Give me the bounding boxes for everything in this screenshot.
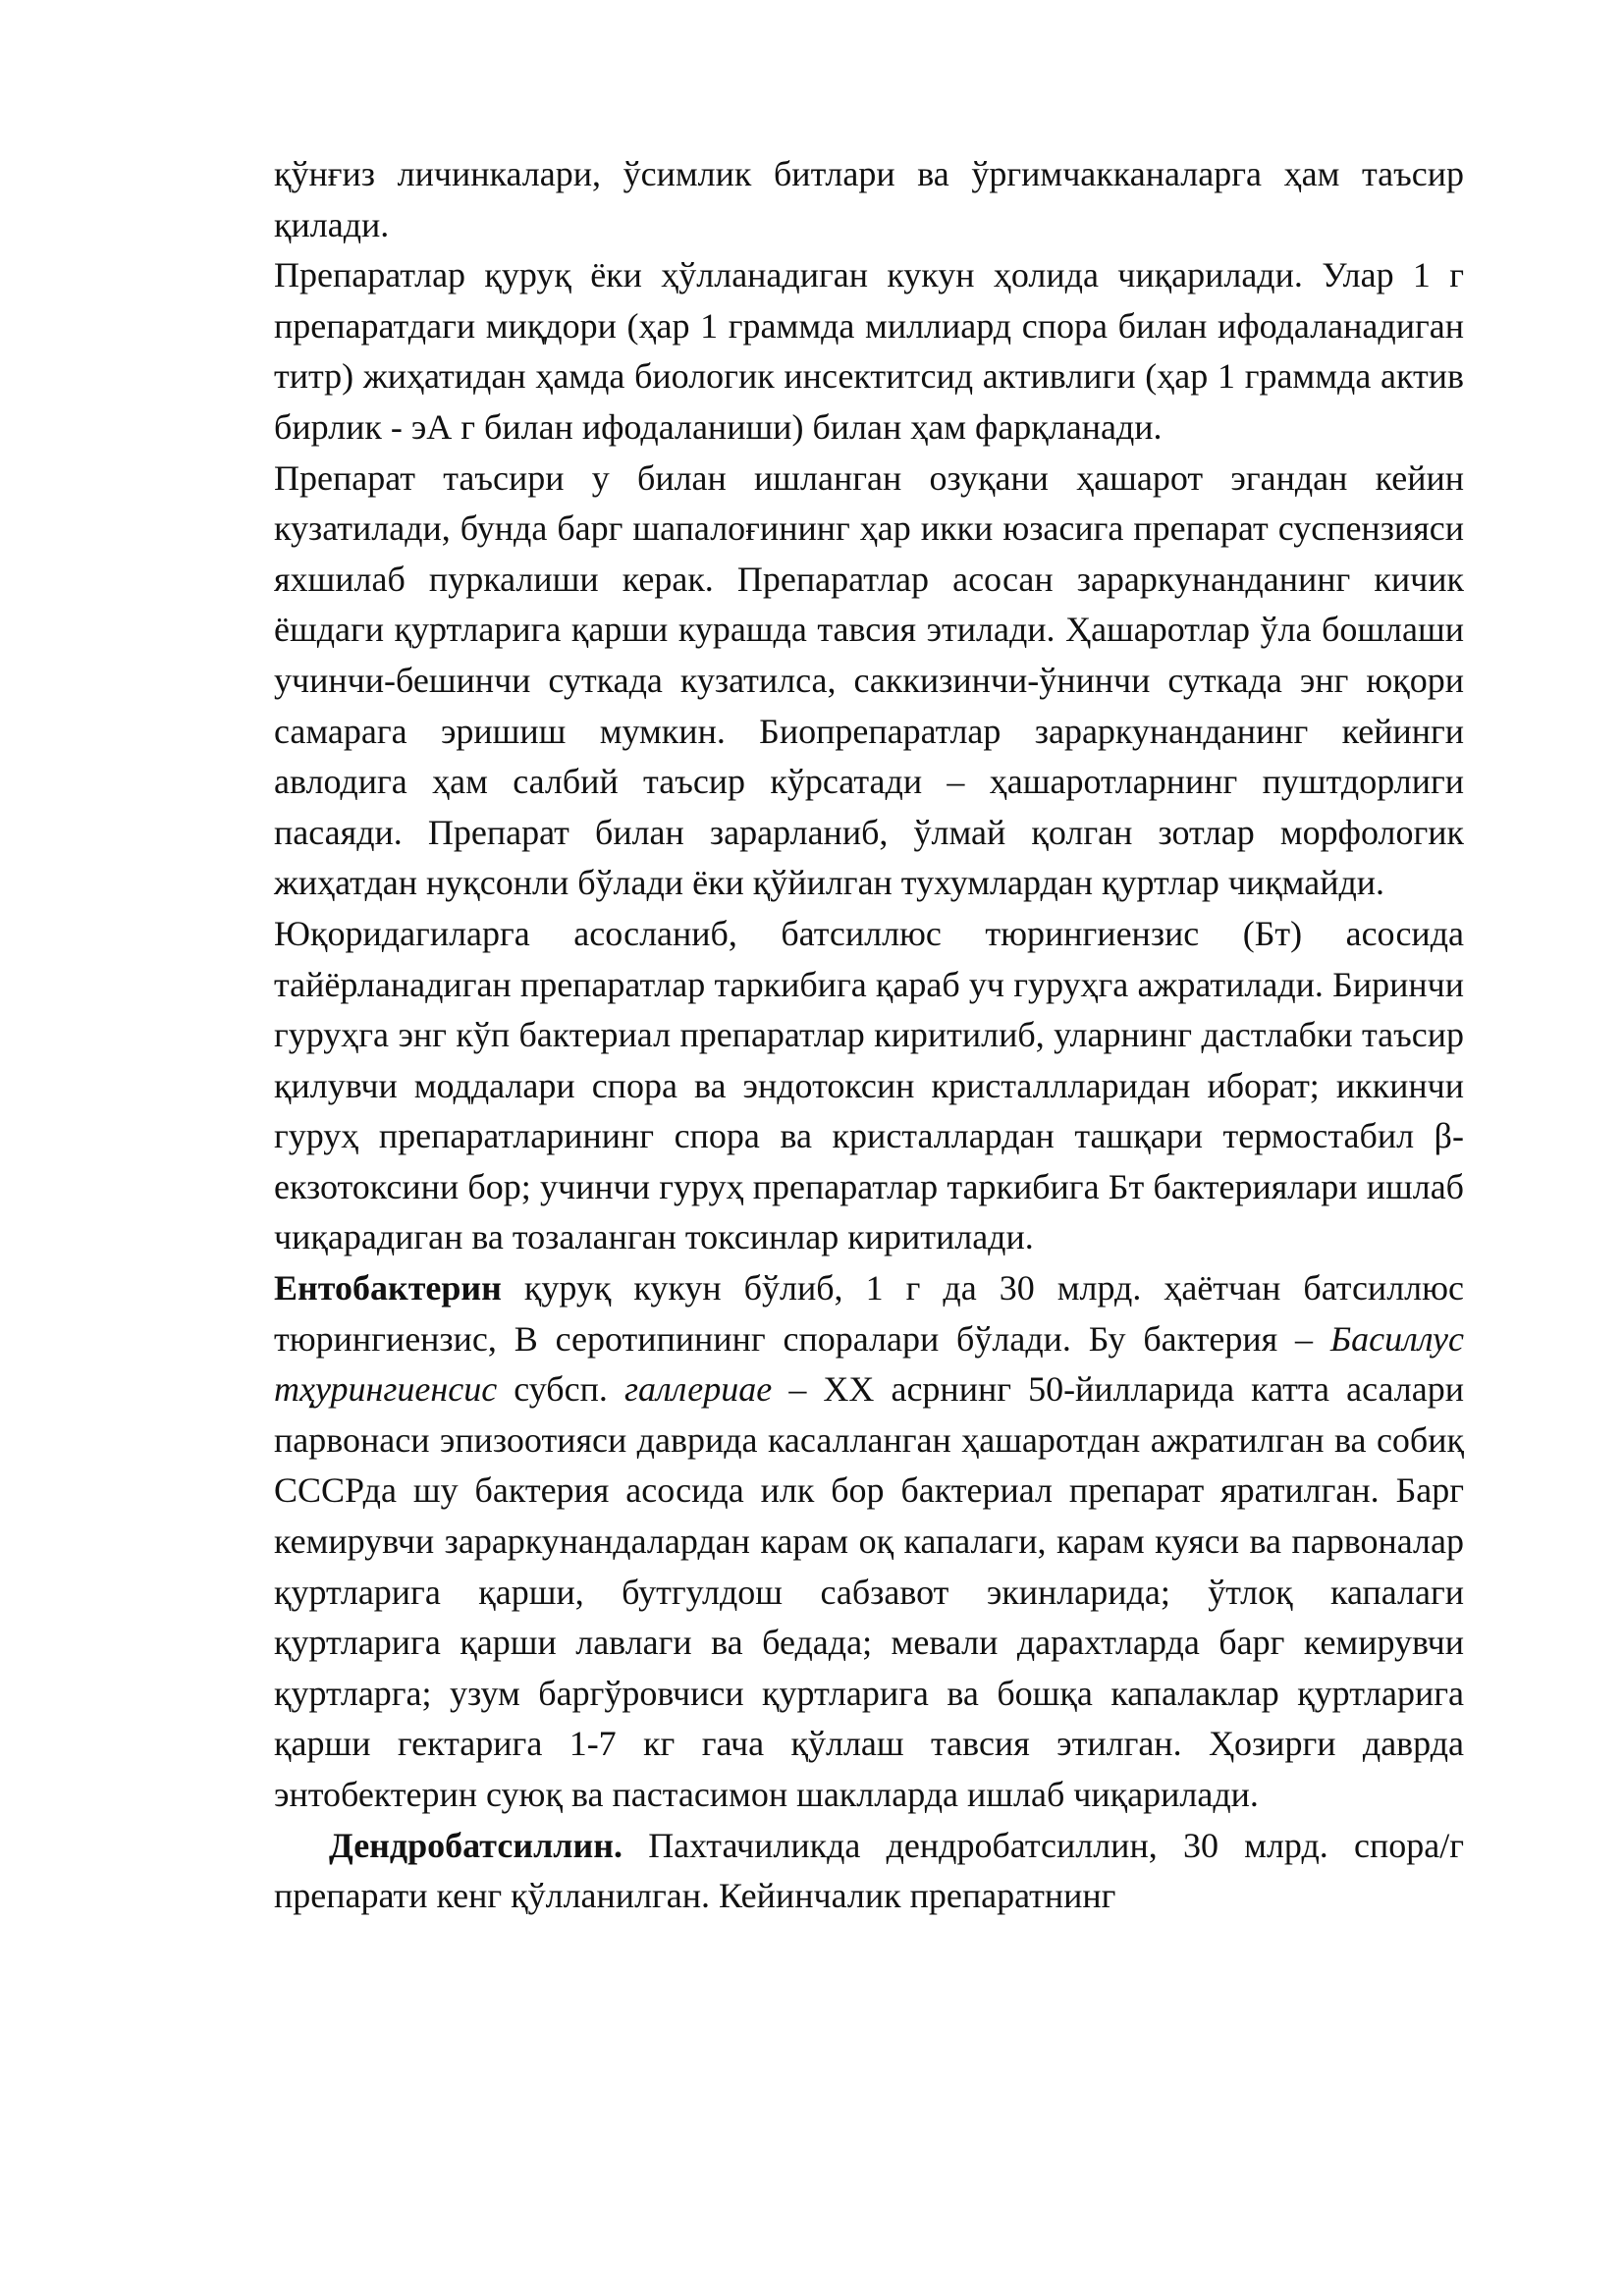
- paragraph-5-text-a: қуруқ кукун бўлиб, 1 г да 30 млрд. ҳаётчан батсиллюс тюрингиензис, В серотипининг споралари бўлади. Бу бактерия –: [274, 1268, 1464, 1359]
- paragraph-5-text-b: субсп.: [497, 1369, 624, 1410]
- subspecies-name: галлериае: [623, 1369, 773, 1410]
- paragraph-2-text: Препаратлар қуруқ ёки ҳўлланадиган кукун ҳолида чиқарилади. Улар 1 г препаратдаги миқдори (ҳар 1 граммда миллиард спора билан ифодаланадиган титр) жиҳатидан ҳамда биологик инсектитсид активлиги (ҳар 1 граммда актив бирлик - эА г билан ифодаланиши) билан ҳам фарқланади.: [274, 255, 1464, 447]
- term-dendrobatsillin: Дендробатсиллин.: [329, 1825, 623, 1865]
- paragraph-dendrobatsillin: [274, 1821, 1464, 1922]
- paragraph-1: [274, 149, 1464, 250]
- paragraph-5-text-c: – XX асрнинг 50-йилларида катта асалари парвонаси эпизоотияси даврида касалланган ҳашаротдан ажратилган ва собиқ СССРда шу бактерия асосида илк бор бактериал препарат яратилган. Барг кемирувчи зараркунандалардан карам оқ капалаги, карам куяси ва парвоналар қуртларига қарши, бутгулдош сабзавот экинларида; ўтлоқ капалаги қуртларига қарши лавлаги ва бедада; мевали дарахтларда барг кемирувчи қуртларга; узум баргўровчиси қуртларига ва бошқа капалаклар қуртларига қарши гектарига 1-7 кг гача қўллаш тавсия этилган. Ҳозирги даврда энтобектерин суюқ ва пастасимон шаклларда ишлаб чиқарилади.: [274, 1369, 1464, 1814]
- paragraph-3-text: Препарат таъсири у билан ишланган озуқани ҳашарот эгандан кейин кузатилади, бунда барг шапалоғининг ҳар икки юзасига препарат суспензияси яхшилаб пуркалиши керак. Препаратлар асосан зараркунанданинг кичик ёшдаги қуртларига қарши курашда тавсия этилади. Ҳашаротлар ўла бошлаши учинчи-бешинчи суткада кузатилса, саккизинчи-ўнинчи суткада энг юқори самарага эришиш мумкин. Биопрепаратлар зараркунанданинг кейинги авлодига ҳам салбий таъсир кўрсатади – ҳашаротларнинг пуштдорлиги пасаяди. Препарат билан зарарланиб, ўлмай қолган зотлар морфологик жиҳатдан нуқсонли бўлади ёки қўйилган тухумлардан қуртлар чиқмайди.: [274, 457, 1464, 903]
- document-body: [274, 149, 1464, 1922]
- paragraph-3: [274, 454, 1464, 909]
- paragraph-2: [274, 250, 1464, 453]
- paragraph-4: [274, 909, 1464, 1263]
- paragraph-6-text: Пахтачиликда дендробатсиллин, 30 млрд. спора/г препарати кенг қўлланилган. Кейинчалик препаратнинг: [274, 1825, 1464, 1916]
- paragraph-4-text: Юқоридагиларга асосланиб, батсиллюс тюрингиензис (Бт) асосида тайёрланадиган препаратлар таркибига қараб уч гуруҳга ажратилади. Биринчи гуруҳга энг кўп бактериал препаратлар киритилиб, уларнинг дастлабки таъсир қилувчи моддалари спора ва эндотоксин кристаллларидан иборат; иккинчи гуруҳ препаратларининг спора ва кристаллардан ташқари термостабил β-екзотоксини бор; учинчи гуруҳ препаратлар таркибига Бт бактериялари ишлаб чиқарадиган ва тозаланган токсинлар киритилади.: [274, 913, 1464, 1257]
- species-name: Басиллус тҳурингиенсис: [274, 1318, 1464, 1410]
- paragraph-1-text: қўнғиз личинкалари, ўсимлик битлари ва ўргимчакканаларга ҳам таъсир қилади.: [274, 154, 1464, 244]
- term-entobakterin: Ентобактерин: [274, 1268, 502, 1308]
- paragraph-entobakterin: [274, 1263, 1464, 1821]
